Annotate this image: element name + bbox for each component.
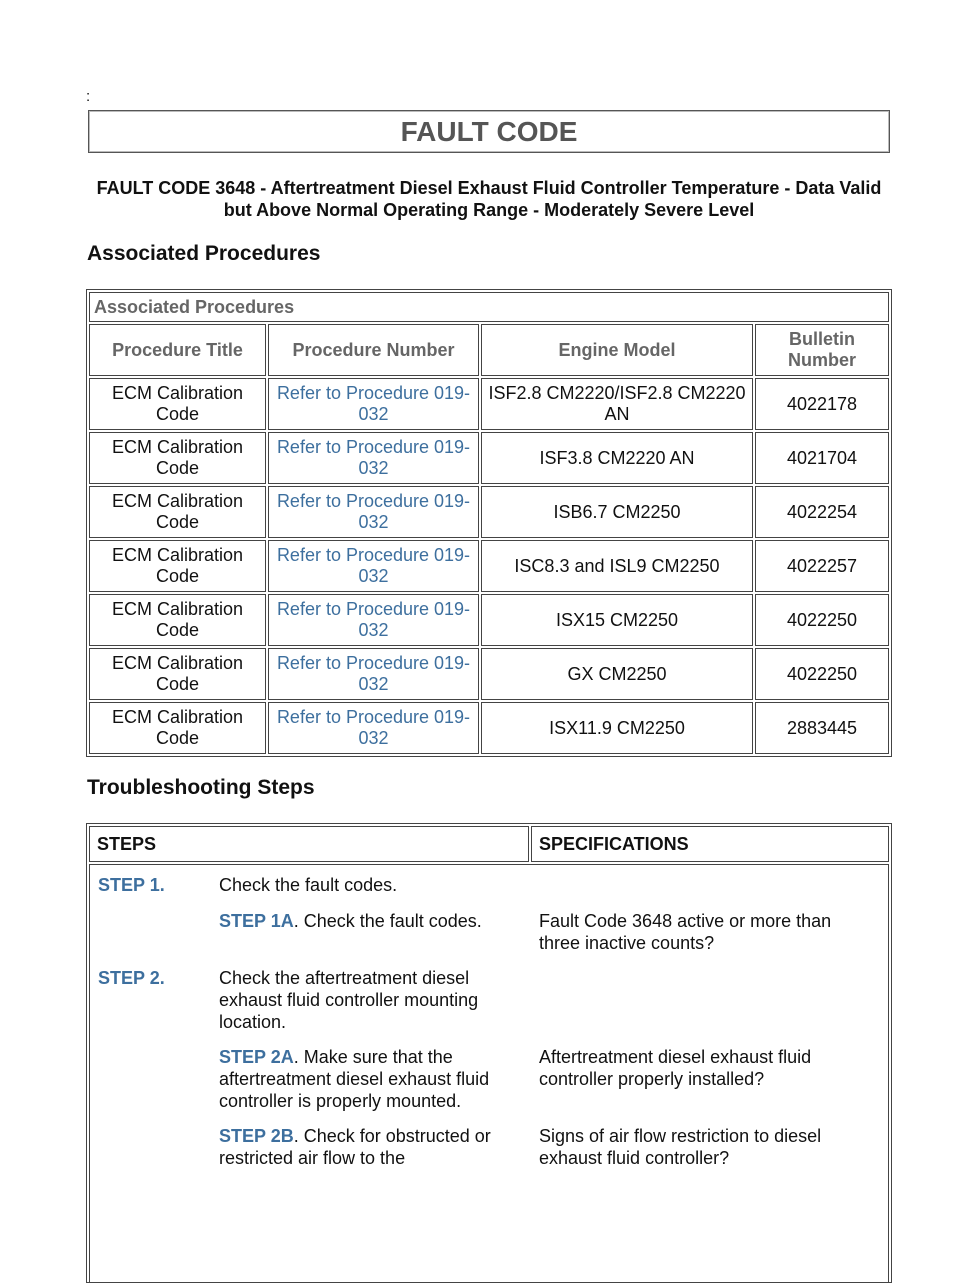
engine-model-cell: ISF2.8 CM2220/ISF2.8 CM2220 AN xyxy=(481,378,753,430)
column-header-specifications: SPECIFICATIONS xyxy=(531,826,889,862)
table-caption: Associated Procedures xyxy=(89,292,889,322)
step-2a-spec: Aftertreatment diesel exhaust fluid controller properly installed? xyxy=(539,1047,812,1089)
step-1-link[interactable]: STEP 1. xyxy=(98,875,165,895)
procedure-link[interactable]: Refer to Procedure 019-032 xyxy=(268,486,479,538)
procedure-title-cell: ECM Calibration Code xyxy=(89,486,266,538)
table-row xyxy=(89,594,889,646)
bulletin-number-cell: 2883445 xyxy=(755,702,889,754)
bulletin-number-cell: 4022254 xyxy=(755,486,889,538)
steps-body xyxy=(89,864,889,1282)
column-header-steps: STEPS xyxy=(89,826,529,862)
step-2-link[interactable]: STEP 2. xyxy=(98,968,165,988)
associated-procedures-heading: Associated Procedures xyxy=(87,242,321,265)
procedure-link[interactable]: Refer to Procedure 019-032 xyxy=(268,540,479,592)
fault-code-title-box xyxy=(88,110,890,153)
step-1-text: Check the fault codes. xyxy=(219,875,398,895)
procedure-link[interactable]: Refer to Procedure 019-032 xyxy=(268,378,479,430)
step-2a-text: . Make sure that the aftertreatment diesel exhaust fluid controller is properly mounted. xyxy=(219,1047,490,1111)
step-2b-row xyxy=(219,1125,517,1169)
bulletin-number-cell: 4022178 xyxy=(755,378,889,430)
step-2b-text: . Check for obstructed or restricted air flow to the xyxy=(219,1126,491,1168)
bulletin-number-cell: 4022250 xyxy=(755,594,889,646)
step-2-text: Check the aftertreatment diesel exhaust fluid controller mounting location. xyxy=(219,968,479,1032)
step-1a-text: . Check the fault codes. xyxy=(293,911,482,931)
procedure-link[interactable]: Refer to Procedure 019-032 xyxy=(268,648,479,700)
step-2b-spec: Signs of air flow restriction to diesel exhaust fluid controller? xyxy=(539,1126,822,1168)
step-1a-link[interactable]: STEP 1A xyxy=(219,911,294,931)
step-2b-link[interactable]: STEP 2B xyxy=(219,1126,294,1146)
table-row xyxy=(89,432,889,484)
leading-colon: : xyxy=(86,88,91,105)
fault-code-heading: FAULT CODE 3648 - Aftertreatment Diesel Exhaust Fluid Controller Temperature - Data Valid but Above Normal Operating Range - Moderately Severe Level xyxy=(96,178,882,220)
step-1a-row xyxy=(219,910,519,932)
step-1a-spec: Fault Code 3648 active or more than three inactive counts? xyxy=(539,911,832,953)
procedure-title-cell: ECM Calibration Code xyxy=(89,540,266,592)
table-row xyxy=(89,702,889,754)
bulletin-number-cell: 4022250 xyxy=(755,648,889,700)
procedure-link[interactable]: Refer to Procedure 019-032 xyxy=(268,594,479,646)
troubleshooting-steps-heading: Troubleshooting Steps xyxy=(87,776,315,799)
column-header-procedure-title: Procedure Title xyxy=(89,324,266,376)
column-header-bulletin-number: Bulletin Number xyxy=(755,324,889,376)
engine-model-cell: ISB6.7 CM2250 xyxy=(481,486,753,538)
troubleshooting-steps-table xyxy=(86,823,892,1283)
engine-model-cell: ISC8.3 and ISL9 CM2250 xyxy=(481,540,753,592)
procedure-link[interactable]: Refer to Procedure 019-032 xyxy=(268,702,479,754)
procedure-title-cell: ECM Calibration Code xyxy=(89,702,266,754)
column-header-procedure-number: Procedure Number xyxy=(268,324,479,376)
bulletin-number-cell: 4022257 xyxy=(755,540,889,592)
engine-model-cell: GX CM2250 xyxy=(481,648,753,700)
table-row xyxy=(89,486,889,538)
procedure-link[interactable]: Refer to Procedure 019-032 xyxy=(268,432,479,484)
steps-header-row xyxy=(89,826,889,862)
procedure-title-cell: ECM Calibration Code xyxy=(89,378,266,430)
column-header-engine-model: Engine Model xyxy=(481,324,753,376)
table-row xyxy=(89,648,889,700)
table-row xyxy=(89,378,889,430)
engine-model-cell: ISX15 CM2250 xyxy=(481,594,753,646)
procedure-title-cell: ECM Calibration Code xyxy=(89,648,266,700)
step-2a-link[interactable]: STEP 2A xyxy=(219,1047,294,1067)
associated-procedures-table xyxy=(86,289,892,757)
procedure-title-cell: ECM Calibration Code xyxy=(89,594,266,646)
step-2a-row xyxy=(219,1046,517,1112)
engine-model-cell: ISF3.8 CM2220 AN xyxy=(481,432,753,484)
bulletin-number-cell: 4021704 xyxy=(755,432,889,484)
procedure-title-cell: ECM Calibration Code xyxy=(89,432,266,484)
engine-model-cell: ISX11.9 CM2250 xyxy=(481,702,753,754)
page-title: FAULT CODE xyxy=(400,115,578,147)
table-row xyxy=(89,540,889,592)
